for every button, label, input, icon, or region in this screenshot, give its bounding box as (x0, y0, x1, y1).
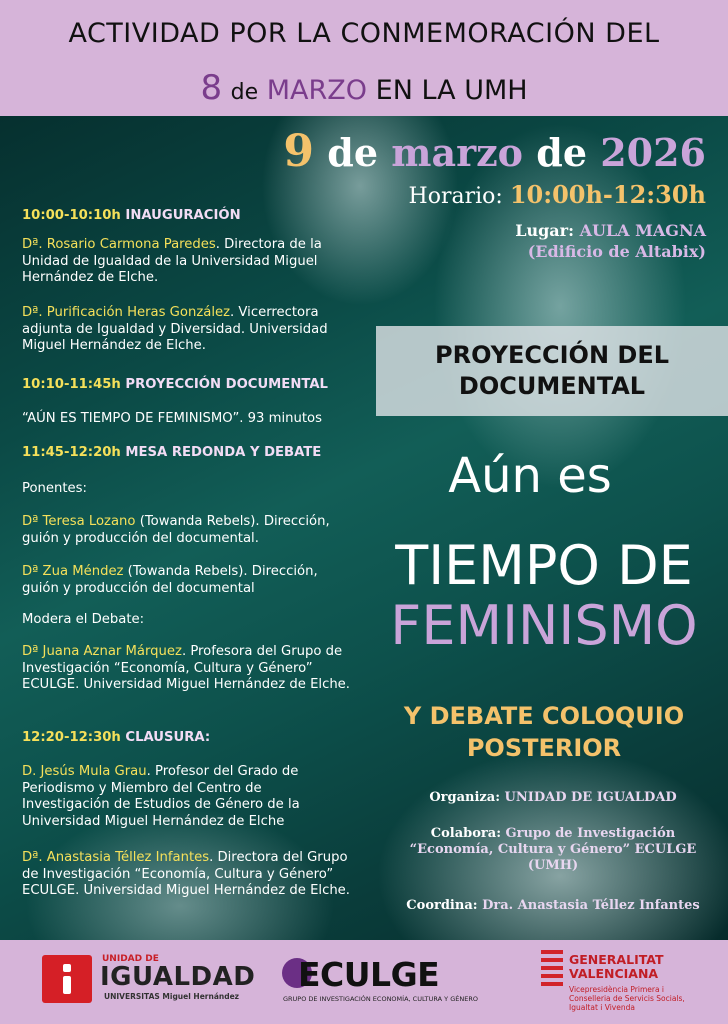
event-schedule (409, 180, 706, 209)
igualdad-sub-text: UNIVERSITAS Miguel Hernández (104, 992, 240, 1001)
credit-label: Coordina: (406, 898, 478, 913)
location-building: (Edificio de Altabix) (527, 242, 706, 261)
igualdad-main-text: IGUALDAD (100, 962, 256, 992)
section-title: INAUGURACIÓN (125, 208, 241, 223)
section-mesa-redonda (22, 445, 321, 462)
credit-value: Dra. Anastasia Téllez Infantes (482, 898, 700, 913)
film-title-line-2: TIEMPO DE (395, 534, 693, 597)
schedule-value: 10:00h-12:30h (509, 180, 706, 209)
event-date (283, 126, 706, 177)
eculge-sub-text: GRUPO DE INVESTIGACIÓN ECONOMÍA, CULTURA Y GÉNERO (283, 995, 478, 1003)
credit-value: Grupo de Investigación (505, 826, 676, 841)
generalitat-line-2: VALENCIANA (569, 966, 659, 981)
generalitat-line-1: GENERALITAT (569, 952, 664, 967)
speaker-tellez (22, 850, 352, 900)
speaker-role: . Profesora del Grupo de Investigación “Economía, Cultura y Género” ECULGE. Universidad Miguel Hernández de Elche. (22, 644, 350, 692)
speaker-name: Dª. Purificación Heras González (22, 305, 231, 320)
documentary-info: “AÚN ES TIEMPO DE FEMINISMO”. 93 minutos (22, 411, 322, 426)
credit-value: “Economía, Cultura y Género” ECULGE (409, 842, 697, 857)
section-proyeccion (22, 377, 328, 394)
credit-coordina (388, 898, 718, 914)
section-title: PROYECCIÓN DOCUMENTAL (125, 377, 328, 392)
speaker-role: . Directora del Grupo de Investigación “Economía, Cultura y Género” ECULGE. Universidad Miguel Hernández de Elche. (22, 850, 350, 898)
speaker-role: (Towanda Rebels). Dirección, guión y producción del documental (22, 564, 318, 596)
generalitat-department (569, 985, 685, 1012)
speaker-name: D. Jesús Mula Grau (22, 764, 147, 779)
generalitat-name (569, 953, 664, 981)
modera-label: Modera el Debate: (22, 612, 145, 627)
poster-main (0, 116, 728, 940)
speaker-role: (Towanda Rebels). Dirección, guión y producción del documental. (22, 514, 330, 546)
debate-heading (360, 700, 728, 764)
header-en-la-umh: EN LA UMH (375, 75, 528, 106)
speaker-carmona (22, 237, 352, 287)
event-de-1: de (327, 130, 378, 175)
footer-logos (0, 940, 728, 1024)
speaker-aznar (22, 644, 352, 694)
speaker-lozano (22, 514, 352, 547)
credit-colabora (388, 826, 718, 874)
projection-line-2: DOCUMENTAL (458, 372, 646, 400)
film-title-line-1: Aún es (448, 448, 612, 504)
event-de-2: de (536, 130, 587, 175)
speaker-heras (22, 305, 352, 355)
event-year: 2026 (600, 130, 706, 175)
schedule-label: Horario: (408, 184, 503, 209)
section-time: 11:45-12:20h (22, 445, 121, 460)
section-title: MESA REDONDA Y DEBATE (125, 445, 322, 460)
speaker-role: . Directora de la Unidad de Igualdad de la Universidad Miguel Hernández de Elche. (22, 237, 322, 285)
speaker-name: Dª. Rosario Carmona Paredes (22, 237, 216, 252)
location-label: Lugar: (515, 221, 574, 240)
location-value: AULA MAGNA (579, 221, 706, 240)
speaker-name: Dª Zua Méndez (22, 564, 124, 579)
speaker-role: . Profesor del Grado de Periodismo y Miembro del Centro de Investigación de Estudios de Género de la Universidad Miguel Hernández de Elche (22, 764, 300, 829)
speaker-name: Dª Teresa Lozano (22, 514, 136, 529)
generalitat-sub-3: Igualtat i Vivenda (569, 1003, 635, 1012)
section-inauguracion (22, 208, 241, 225)
projection-line-1: PROYECCIÓN DEL (435, 341, 669, 369)
section-clausura (22, 730, 210, 747)
igualdad-top-text: UNIDAD DE (102, 954, 159, 964)
credit-label: Organiza: (429, 790, 500, 805)
speaker-mula (22, 764, 352, 830)
credit-value: UNIDAD DE IGUALDAD (504, 790, 677, 805)
event-month: marzo (391, 130, 524, 175)
section-title: CLAUSURA: (125, 730, 211, 745)
header-line-1: ACTIVIDAD POR LA CONMEMORACIÓN DEL (68, 18, 660, 49)
credit-organiza (388, 790, 718, 806)
generalitat-sub-2: Conselleria de Servicis Socials, (569, 994, 685, 1003)
speaker-mendez (22, 564, 352, 597)
speaker-name: Dª Juana Aznar Márquez (22, 644, 182, 659)
speaker-name: Dª. Anastasia Téllez Infantes (22, 850, 210, 865)
generalitat-logo-icon (541, 950, 563, 986)
speaker-role: . Vicerrectora adjunta de Igualdad y Diversidad. Universidad Miguel Hernández de Elche. (22, 305, 328, 353)
film-title-line-3: FEMINISMO (390, 594, 698, 657)
section-time: 10:00-10:10h (22, 208, 121, 223)
generalitat-sub-1: Vicepresidència Primera i (569, 985, 665, 994)
eculge-main-text: ECULGE (298, 955, 440, 994)
igualdad-logo-icon (42, 955, 92, 1003)
event-location (515, 220, 706, 262)
credit-value: (UMH) (527, 858, 579, 873)
section-time: 12:20-12:30h (22, 730, 121, 745)
header-de: de (230, 80, 259, 105)
event-day: 9 (283, 126, 315, 177)
header-banner (0, 0, 728, 116)
debate-line-1: Y DEBATE COLOQUIO (403, 702, 685, 730)
header-marzo: MARZO (266, 75, 368, 106)
header-line-2 (0, 68, 728, 108)
credit-label: Colabora: (430, 826, 501, 841)
projection-banner (376, 326, 728, 416)
header-day-number: 8 (200, 68, 223, 108)
ponentes-label: Ponentes: (22, 481, 87, 496)
debate-line-2: POSTERIOR (466, 734, 622, 762)
section-time: 10:10-11:45h (22, 377, 121, 392)
